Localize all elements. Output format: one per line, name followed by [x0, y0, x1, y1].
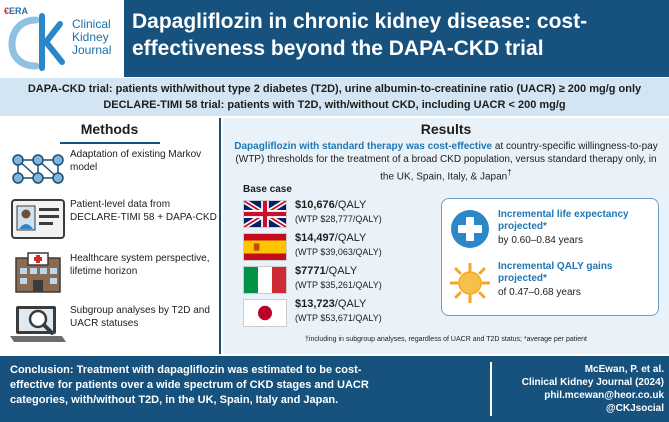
conclusion-text: [10, 363, 400, 408]
results-intro-mark: †: [507, 167, 512, 177]
base-case-label: Base case: [243, 184, 292, 195]
trial-line-dapa: DAPA-CKD trial: patients with/without type 2 diabetes (T2D), urine albumin-to-creatinine ratio (UACR) ≥ 200 mg/g only: [27, 83, 642, 95]
ckj-logo-icon: [6, 10, 68, 72]
patient-id-card-icon: [8, 196, 68, 242]
laptop-magnifier-icon: [8, 302, 68, 348]
cost-per-qaly: $7771/QALY: [295, 265, 358, 277]
markov-network-icon: [8, 146, 68, 192]
page-title: Dapagliflozin in chronic kidney disease: cost-effectiveness beyond the DAPA-CKD trial: [132, 10, 588, 60]
citation-block: [492, 363, 664, 415]
methods-panel: [0, 118, 221, 354]
cost-per-qaly: $10,676/QALY: [295, 199, 367, 211]
sun-icon: [450, 263, 490, 303]
uk-flag-icon: [243, 200, 287, 228]
method-text: Subgroup analyses by T2D and UACR statuses: [70, 305, 210, 329]
life-expectancy-title: Incremental life expectancy projected*: [498, 209, 629, 232]
cost-per-qaly: $13,723/QALY: [295, 298, 367, 310]
header-banner: [0, 0, 669, 77]
method-item: [8, 302, 216, 348]
conclusion-body: Treatment with dapagliflozin was estimated to be cost-effective for patients over a wide spectrum of CKD stages and UACR categories, with/without T2D, in the UK, Spain, Italy and Japan.: [10, 364, 369, 406]
journal-line-1: Clinical: [72, 17, 111, 31]
results-intro-text: at country-specific willingness-to-pay (WTP) thresholds for the treatment of a broad CKD population, versus standard therapy only, in the UK, Spain, Italy, & Japan: [235, 141, 658, 183]
journal-line-3: Journal: [72, 43, 112, 57]
wtp-threshold: (WTP $53,671/QALY): [295, 313, 382, 323]
qaly-gain-title: Incremental QALY gains projected*: [498, 261, 613, 284]
results-title: Results: [420, 121, 472, 137]
plus-cross-icon: [450, 209, 490, 249]
results-highlight: Dapagliflozin with standard therapy was cost-effective: [234, 141, 493, 152]
citation-email[interactable]: phil.mcewan@heor.co.uk: [544, 390, 664, 401]
journal-line-2: Kidney: [72, 30, 109, 44]
cost-per-qaly: $14,497/QALY: [295, 232, 367, 244]
country-row-spain: [243, 231, 433, 263]
citation-journal: Clinical Kidney Journal (2024): [521, 377, 664, 388]
conclusion-banner: [0, 356, 669, 422]
country-row-japan: [243, 297, 433, 329]
methods-divider: [60, 142, 160, 144]
life-expectancy-detail: by 0.60–0.84 years: [498, 235, 584, 246]
method-item: [8, 146, 216, 192]
hospital-building-icon: [8, 250, 68, 296]
qaly-gain-detail: of 0.47–0.68 years: [498, 287, 581, 298]
spain-flag-icon: [243, 233, 287, 261]
citation-social[interactable]: @CKJsocial: [605, 403, 664, 414]
methods-title: Methods: [80, 121, 139, 137]
method-text: Adaptation of existing Markov model: [70, 149, 202, 173]
results-panel: [223, 118, 669, 354]
wtp-threshold: (WTP $28,777/QALY): [295, 214, 382, 224]
wtp-threshold: (WTP $39,063/QALY): [295, 247, 382, 257]
method-text: Healthcare system perspective, lifetime horizon: [70, 253, 210, 277]
projected-gains-box: [441, 198, 659, 316]
country-row-uk: [243, 198, 433, 230]
trial-banner: [0, 78, 669, 116]
japan-flag-icon: [243, 299, 287, 327]
results-footnote: †including in subgroup analyses, regardless of UACR and T2D status; *average per patient: [305, 336, 587, 343]
wtp-threshold: (WTP $35,261/QALY): [295, 280, 382, 290]
era-prefix: €ERA: [4, 6, 29, 16]
method-item: [8, 250, 216, 296]
citation-authors: McEwan, P. et al.: [584, 364, 664, 375]
trial-line-declare: DECLARE-TIMI 58 trial: patients with T2D, with/without CKD, including UACR < 200 mg/g: [103, 99, 566, 111]
journal-name: [72, 18, 111, 57]
results-intro: [233, 140, 659, 183]
method-item: [8, 196, 216, 242]
italy-flag-icon: [243, 266, 287, 294]
journal-logo[interactable]: [0, 0, 124, 77]
conclusion-label: Conclusion:: [10, 364, 74, 376]
method-text: Patient-level data from DECLARE-TIMI 58 + DAPA-CKD: [70, 199, 217, 223]
country-row-italy: [243, 264, 433, 296]
